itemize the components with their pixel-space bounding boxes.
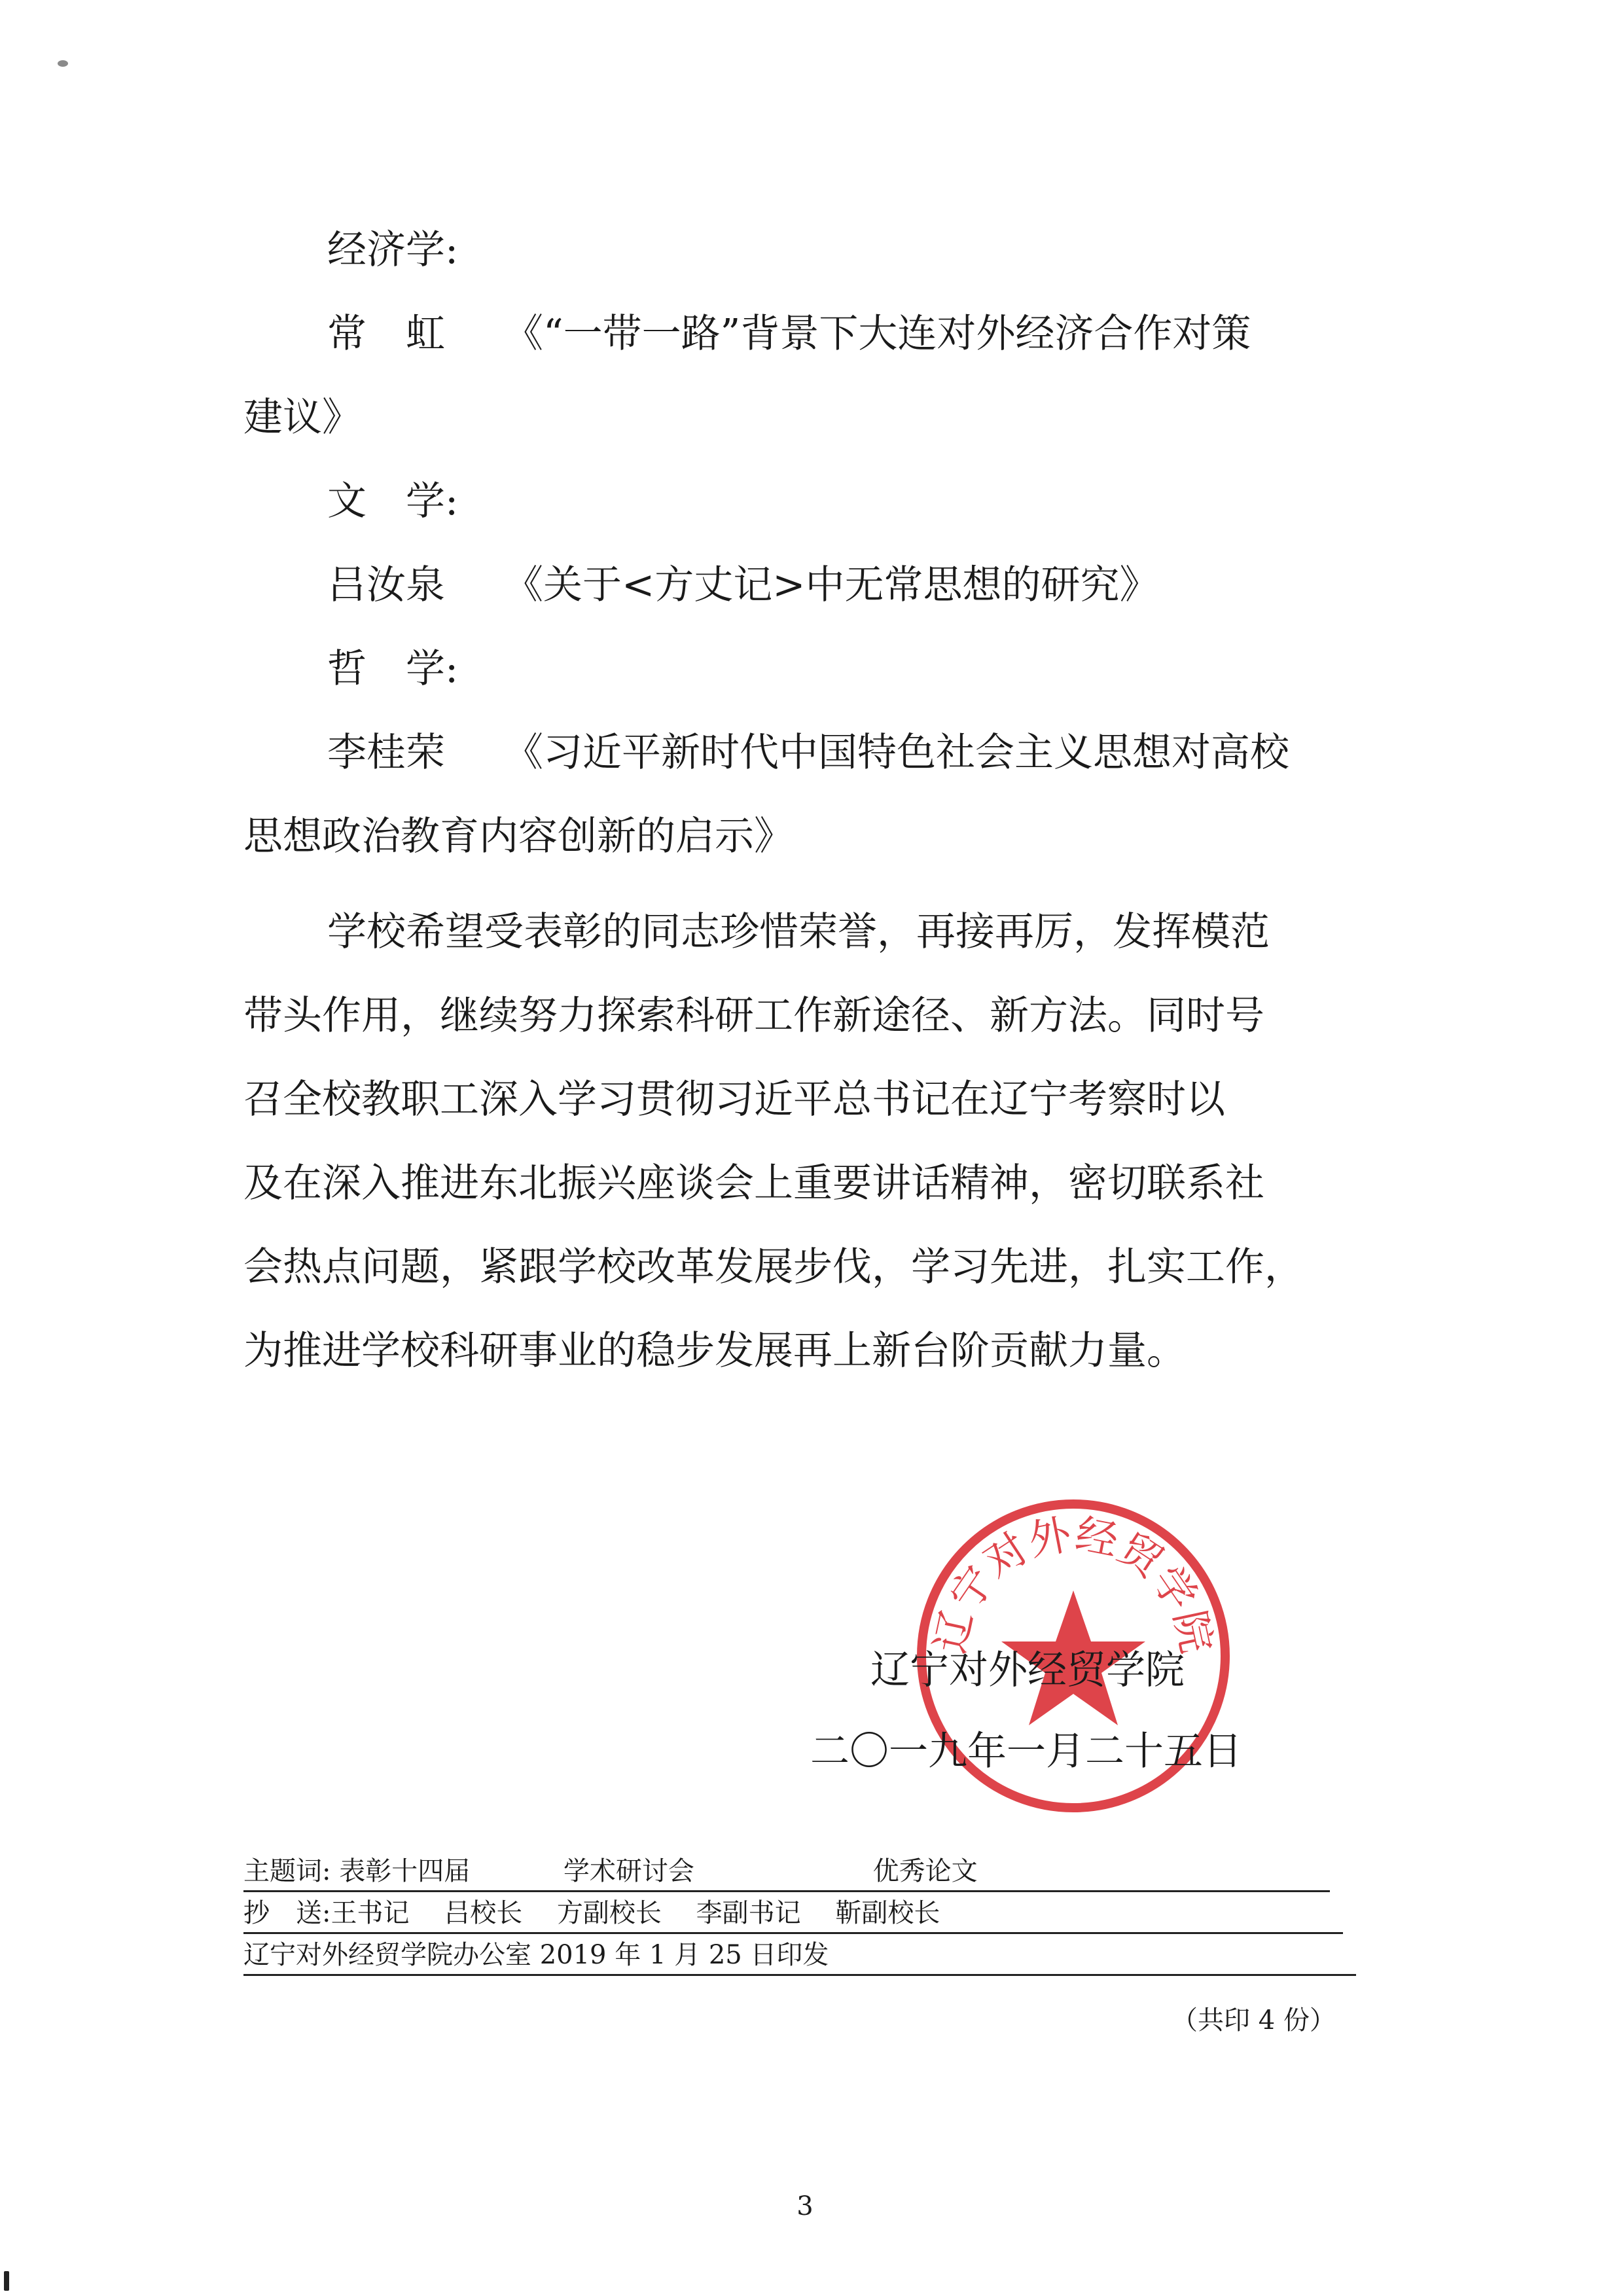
philosophy-award-line [327,729,1289,776]
literature-author: 吕汝泉 [327,562,445,608]
literature-award-line [327,562,1159,609]
cc-recipient: 靳副校长 [835,1898,940,1928]
closing-paragraph-line: 会热点问题，紧跟学校改革发展步伐，学习先进，扎实工作， [243,1244,1304,1290]
economics-paper-title: 《“一带一路”背景下大连对外经济合作对策 [504,311,1251,357]
keyword: 学术研讨会 [563,1856,694,1886]
issuing-institution: 辽宁对外经贸学院 [870,1647,1185,1693]
keyword: 表彰十四届 [339,1856,471,1886]
issuer-line: 辽宁对外经贸学院办公室 2019 年 1 月 25 日印发 [243,1940,829,1970]
seal-ring-text: 辽宁对外经贸学院 [926,1510,1221,1658]
literature-heading: 文 学: [327,478,459,524]
issue-date: 二〇一九年一月二十五日 [810,1729,1242,1774]
cc-recipient: 吕校长 [444,1898,523,1928]
footer-keywords-row [243,1852,1330,1892]
keyword: 优秀论文 [872,1856,978,1886]
cc-label: 抄 送: [243,1898,331,1928]
economics-heading: 经济学: [327,227,459,273]
closing-paragraph-line: 召全校教职工深入学习贯彻习近平总书记在辽宁考察时以 [243,1077,1225,1122]
economics-paper-title-cont: 建议》 [243,395,361,440]
cc-recipient: 王书记 [331,1898,410,1928]
closing-paragraph-line: 带头作用，继续努力探索科研工作新途径、新方法。同时号 [243,993,1264,1039]
philosophy-heading: 哲 学: [327,646,459,692]
literature-paper-title: 《关于<方丈记>中无常思想的研究》 [504,562,1159,608]
philosophy-paper-title-cont: 思想政治教育内容创新的启示》 [243,814,793,859]
closing-paragraph-line: 及在深入推进东北振兴座谈会上重要讲话精神，密切联系社 [243,1160,1264,1206]
scan-speck [4,2271,9,2291]
footer-issuer-row [243,1936,1356,1976]
cc-recipient: 李副书记 [696,1898,801,1928]
economics-award-line [327,310,1251,357]
cc-recipient: 方副校长 [556,1898,662,1928]
scan-speck [58,60,68,67]
keywords-label: 主题词: [243,1856,331,1886]
footer-cc-row [243,1894,1343,1934]
closing-paragraph-line: 为推进学校科研事业的稳步发展再上新台阶贡献力量。 [243,1328,1186,1374]
philosophy-paper-title: 《习近平新时代中国特色社会主义思想对高校 [504,730,1289,776]
closing-paragraph-line: 学校希望受表彰的同志珍惜荣誉，再接再厉，发挥模范 [327,909,1270,955]
page-number: 3 [796,2191,814,2221]
copies-note: （共印 4 份） [1172,2005,1336,2036]
philosophy-author: 李桂荣 [327,730,445,776]
economics-author: 常 虹 [327,311,445,357]
